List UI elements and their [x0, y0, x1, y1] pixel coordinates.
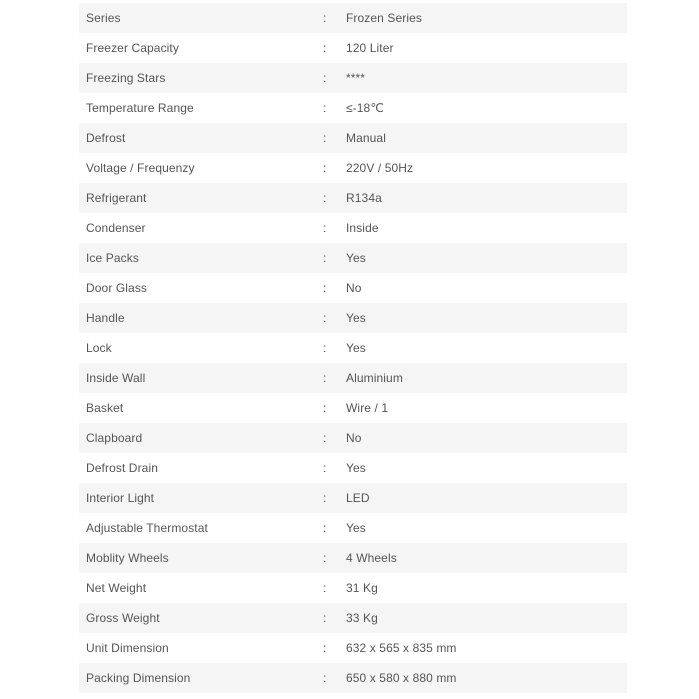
spec-separator: : — [323, 101, 327, 115]
spec-separator: : — [323, 11, 327, 25]
spec-row-freezing-stars — [79, 63, 627, 93]
spec-separator: : — [323, 401, 327, 415]
spec-row-inside-wall — [79, 363, 627, 393]
spec-separator: : — [323, 641, 327, 655]
spec-separator: : — [323, 671, 327, 685]
spec-label: Ice Packs — [86, 251, 139, 265]
spec-value: Yes — [346, 251, 366, 265]
spec-value: Yes — [346, 461, 366, 475]
spec-separator: : — [323, 491, 327, 505]
spec-label: Series — [86, 11, 121, 25]
spec-label: Defrost — [86, 131, 126, 145]
spec-label: Door Glass — [86, 281, 148, 295]
spec-label: Freezing Stars — [86, 71, 166, 85]
spec-value: No — [346, 431, 362, 445]
spec-separator: : — [323, 431, 327, 445]
spec-row-handle — [79, 303, 627, 333]
spec-separator: : — [323, 341, 327, 355]
spec-label: Handle — [86, 311, 125, 325]
spec-label: Condenser — [86, 221, 146, 235]
spec-label: Adjustable Thermostat — [86, 521, 208, 535]
spec-label: Temperature Range — [86, 101, 194, 115]
spec-value: Wire / 1 — [346, 401, 389, 415]
spec-label: Defrost Drain — [86, 461, 158, 475]
spec-label: Packing Dimension — [86, 671, 191, 685]
spec-label: Basket — [86, 401, 124, 415]
spec-separator: : — [323, 521, 327, 535]
spec-value: 4 Wheels — [346, 551, 397, 565]
spec-row-unit-dimension — [79, 633, 627, 663]
spec-value: Aluminium — [346, 371, 403, 385]
spec-value: 120 Liter — [346, 41, 394, 55]
spec-label: Voltage / Frequenzy — [86, 161, 195, 175]
spec-row-temperature-range — [79, 93, 627, 123]
spec-separator: : — [323, 161, 327, 175]
spec-separator: : — [323, 311, 327, 325]
spec-row-door-glass — [79, 273, 627, 303]
spec-row-mobility-wheels — [79, 543, 627, 573]
spec-table — [79, 3, 627, 693]
spec-row-defrost — [79, 123, 627, 153]
spec-value: 220V / 50Hz — [346, 161, 414, 175]
spec-value: Manual — [346, 131, 386, 145]
spec-value: Yes — [346, 311, 366, 325]
spec-separator: : — [323, 371, 327, 385]
spec-value: 31 Kg — [346, 581, 378, 595]
spec-label: Interior Light — [86, 491, 155, 505]
spec-label: Net Weight — [86, 581, 147, 595]
spec-row-series — [79, 3, 627, 33]
spec-label: Moblity Wheels — [86, 551, 169, 565]
spec-value: 650 x 580 x 880 mm — [346, 671, 457, 685]
spec-row-lock — [79, 333, 627, 363]
spec-separator: : — [323, 281, 327, 295]
spec-value: LED — [346, 491, 370, 505]
spec-label: Freezer Capacity — [86, 41, 179, 55]
spec-label: Gross Weight — [86, 611, 160, 625]
spec-row-defrost-drain — [79, 453, 627, 483]
spec-row-adjustable-thermostat — [79, 513, 627, 543]
spec-label: Unit Dimension — [86, 641, 169, 655]
spec-separator: : — [323, 581, 327, 595]
spec-value: Yes — [346, 521, 366, 535]
spec-label: Lock — [86, 341, 112, 355]
spec-separator: : — [323, 461, 327, 475]
spec-label: Refrigerant — [86, 191, 147, 205]
spec-row-ice-packs — [79, 243, 627, 273]
spec-value: No — [346, 281, 362, 295]
spec-value: Yes — [346, 341, 366, 355]
spec-separator: : — [323, 221, 327, 235]
spec-value: ≤-18℃ — [346, 101, 384, 115]
spec-value: **** — [346, 71, 366, 85]
spec-separator: : — [323, 251, 327, 265]
spec-row-voltage-frequency — [79, 153, 627, 183]
spec-separator: : — [323, 71, 327, 85]
spec-value: Inside — [346, 221, 379, 235]
spec-separator: : — [323, 131, 327, 145]
spec-label: Clapboard — [86, 431, 143, 445]
spec-row-freezer-capacity — [79, 33, 627, 63]
spec-separator: : — [323, 41, 327, 55]
spec-row-clapboard — [79, 423, 627, 453]
spec-value: 632 x 565 x 835 mm — [346, 641, 457, 655]
spec-separator: : — [323, 611, 327, 625]
spec-row-condenser — [79, 213, 627, 243]
spec-row-refrigerant — [79, 183, 627, 213]
spec-separator: : — [323, 551, 327, 565]
spec-row-net-weight — [79, 573, 627, 603]
spec-value: Frozen Series — [346, 11, 422, 25]
spec-value: 33 Kg — [346, 611, 378, 625]
spec-row-packing-dimension — [79, 663, 627, 693]
spec-row-gross-weight — [79, 603, 627, 633]
spec-value: R134a — [346, 191, 382, 205]
spec-separator: : — [323, 191, 327, 205]
spec-row-interior-light — [79, 483, 627, 513]
spec-label: Inside Wall — [86, 371, 146, 385]
spec-row-basket — [79, 393, 627, 423]
